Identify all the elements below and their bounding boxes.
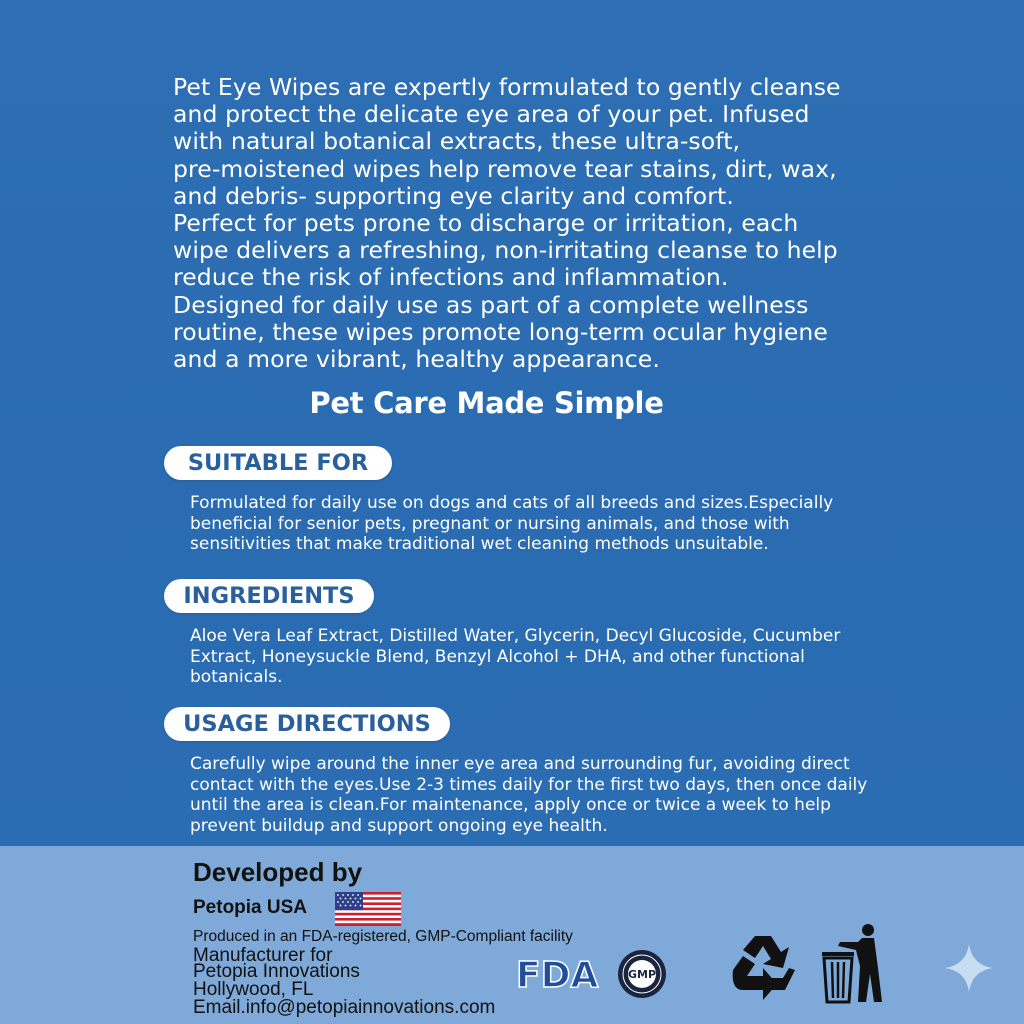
text-line: Aloe Vera Leaf Extract, Distilled Water, Glycerin, Decyl Glucoside, Cucumber [190,626,841,646]
facility-statement: Produced in an FDA-registered, GMP-Compliant facility [193,928,573,945]
ingredients-label: INGREDIENTS [164,579,374,613]
gmp-badge-text: GMP [627,968,657,981]
intro-line: and protect the delicate eye area of your pet. Infused [173,100,810,129]
company-name: Petopia USA [193,897,308,918]
developed-by-title: Developed by [193,857,363,887]
intro-line: wipe delivers a refreshing, non-irritating cleanse to help [173,236,838,265]
text-line: botanicals. [190,667,283,687]
manufacturer-location: Hollywood, FL [193,979,314,1000]
section-heading: Pet Care Made Simple [309,386,664,420]
intro-line: with natural botanical extracts, these ultra-soft, [173,127,741,156]
text-line: until the area is clean.For maintenance, apply once or twice a week to help [190,795,831,815]
intro-line: pre-moistened wipes help remove tear stains, dirt, wax, [173,154,837,183]
fda-logo [514,954,608,994]
text-line: prevent buildup and support ongoing eye health. [190,815,608,836]
text-line: Carefully wipe around the inner eye area and surrounding fur, avoiding direct [190,754,850,774]
contact-email: Email.info@petopiainnovations.com [193,997,496,1018]
usage-directions-text [190,754,910,836]
text-line: beneficial for senior pets, pregnant or nursing animals, and those with [190,513,790,534]
suitable-for-label: SUITABLE FOR [164,446,392,480]
ingredients-text [190,626,910,688]
text-line: Formulated for daily use on dogs and cats of all breeds and sizes.Especially [190,493,834,513]
suitable-for-text [190,493,910,555]
intro-line: and debris- supporting eye clarity and comfort. [173,181,734,210]
trash-disposal-icon [820,922,892,1006]
usage-directions-label: USAGE DIRECTIONS [164,707,450,741]
intro-line: reduce the risk of infections and inflammation. [173,263,729,292]
sparkle-icon [943,942,995,994]
text-line: contact with the eyes.Use 2-3 times daily for the first two days, then once daily [190,774,868,795]
text-line: sensitivities that make traditional wet cleaning methods unsuitable. [190,534,769,554]
intro-paragraph [173,74,873,373]
manufacturer-name: Petopia Innovations [193,961,360,982]
manufacturer-label: Manufacturer for [193,945,333,966]
text-line: Extract, Honeysuckle Blend, Benzyl Alcohol + DHA, and other functional [190,646,805,667]
intro-line: Designed for daily use as part of a complete wellness [173,290,809,319]
recycle-icon [725,930,801,1004]
gmp-badge [616,948,668,1000]
intro-line: and a more vibrant, healthy appearance. [173,345,660,374]
us-flag-icon [335,892,401,926]
intro-line: Pet Eye Wipes are expertly formulated to gently cleanse [173,73,841,101]
intro-line: routine, these wipes promote long-term ocular hygiene [173,317,828,346]
intro-line: Perfect for pets prone to discharge or irritation, each [173,209,799,238]
fda-logo-text: FDA [516,955,599,994]
